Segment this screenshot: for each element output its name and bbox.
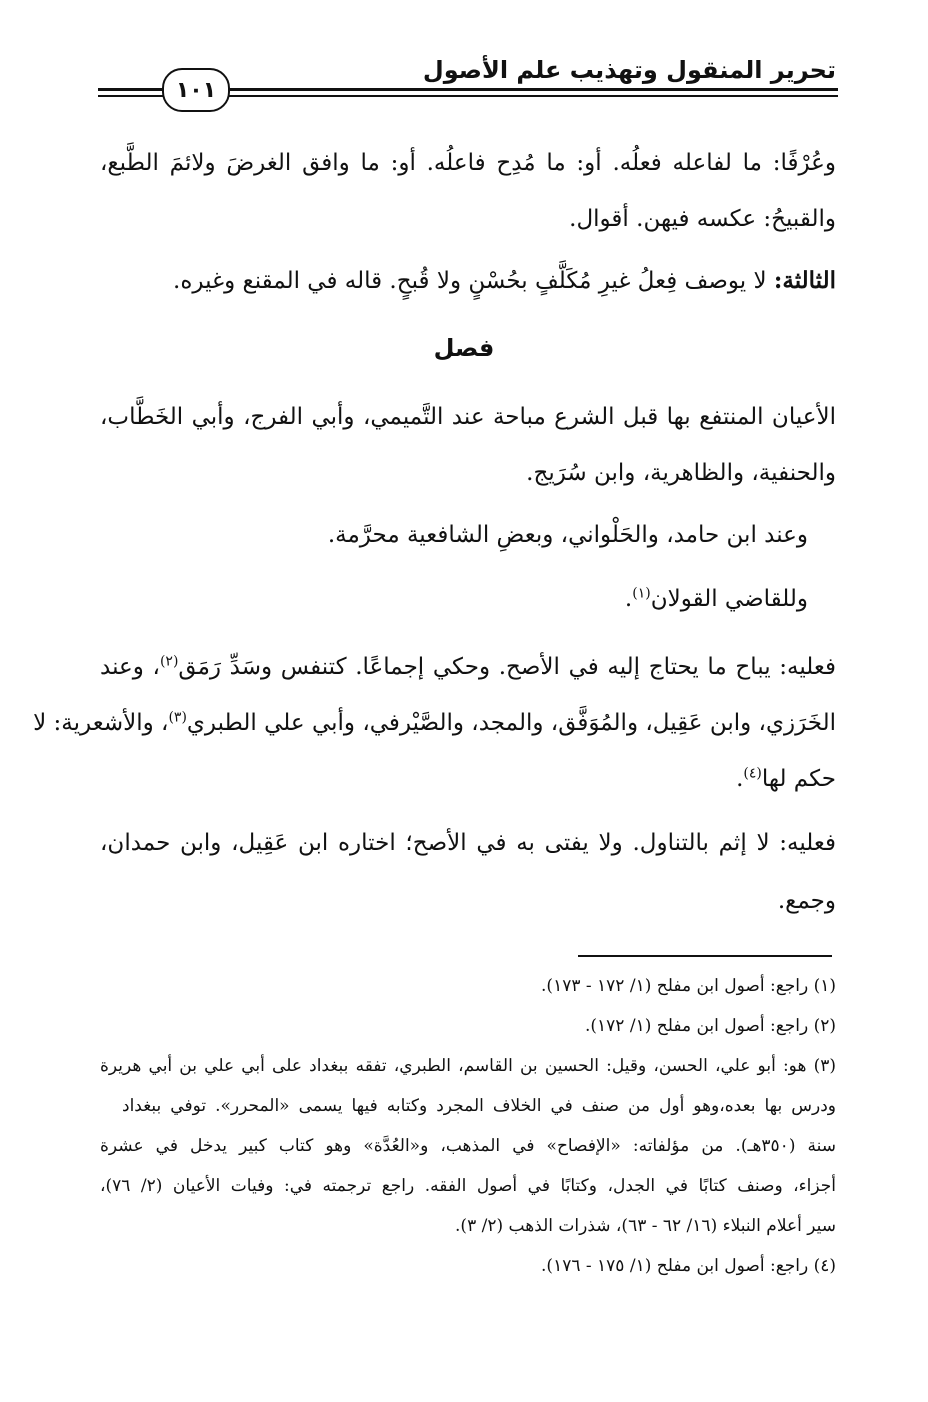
footnote-ref-2[interactable]: (٢) xyxy=(159,653,179,670)
paragraph-7-line-2: وجمع. xyxy=(777,888,836,914)
paragraph-3-line-2: والحنفية، والظاهرية، وابن سُرَيج. xyxy=(526,460,836,486)
paragraph-6-line-1 xyxy=(100,652,836,682)
paragraph-1-line-2: والقبيحُ: عكسه فيهن. أقوال. xyxy=(569,206,836,232)
page-number-badge xyxy=(162,68,230,112)
footnote-ref-3[interactable]: (٣) xyxy=(168,709,187,726)
footnote-3-line-5: سير أعلام النبلاء (١٦/ ٦٢ - ٦٣)، شذرات الذهب (٢/ ٣). xyxy=(455,1216,836,1236)
paragraph-2 xyxy=(173,266,836,296)
paragraph-3-line-1: الأعيان المنتفع بها قبل الشرع مباحة عند التَّميمي، وأبي الفرج، وأبي الخَطَّاب، xyxy=(100,404,836,430)
paragraph-7-line-1: فعليه: لا إثم بالتناول. ولا يفتى به في الأصح؛ اختاره ابن عَقِيل، وابن حمدان، xyxy=(100,830,836,856)
footnote-1: (١) راجع: أصول ابن مفلح (١/ ١٧٢ - ١٧٣). xyxy=(541,976,836,996)
paragraph-6-line-1-b: ، وعند xyxy=(100,654,160,680)
footnote-3-line-1: (٣) هو: أبو علي، الحسن، وقيل: الحسين بن القاسم، الطبري، تفقه ببغداد على أبي علي بن أبي هريرة xyxy=(100,1056,836,1076)
paragraph-2-label: الثالثة: xyxy=(773,267,836,294)
paragraph-5-text: وللقاضي القولان xyxy=(650,586,808,612)
footnote-3-line-3: سنة (٣٥٠هـ). من مؤلفاته: «الإفصاح» في المذهب، و«العُدَّة» وهو كتاب كبير يدخل في عشرة xyxy=(100,1136,836,1156)
paragraph-1-line-1: وعُرْفًا: ما لفاعله فعلُه. أو: ما مُدِح فاعلُه. أو: ما وافق الغرضَ ولائمَ الطَّبع، xyxy=(100,150,836,176)
footnote-ref-1[interactable]: (١) xyxy=(632,585,651,602)
footnote-separator xyxy=(578,955,832,957)
footnote-ref-4[interactable]: (٤) xyxy=(743,765,762,782)
paragraph-6-line-1-a: فعليه: يباح ما يحتاج إليه في الأصح. وحكي إجماعًا. كتنفس وسَدِّ رَمَق xyxy=(178,654,837,680)
paragraph-5 xyxy=(625,584,808,614)
paragraph-6-line-3-b: . xyxy=(736,766,744,792)
paragraph-6-line-3 xyxy=(736,764,836,794)
footnote-2: (٢) راجع: أصول ابن مفلح (١/ ١٧٢). xyxy=(584,1016,836,1036)
paragraph-6-line-2 xyxy=(33,708,836,738)
paragraph-4: وعند ابن حامد، والحَلْواني، وبعضِ الشافعية محرَّمة. xyxy=(327,522,808,548)
footnote-3-line-2: ودرس بها بعده،وهو أول من صنف في الخلاف المجرد وكتابه فيها يسمى «المحرر». توفي ببغداد xyxy=(122,1096,836,1116)
section-heading: فصل xyxy=(433,334,495,362)
paragraph-6-line-2-b: ، والأشعرية: لا xyxy=(33,710,169,736)
paragraph-5-end: . xyxy=(624,586,633,612)
page-number: ١٠١ xyxy=(175,77,217,103)
running-header-title: تحرير المنقول وتهذيب علم الأصول xyxy=(422,56,836,84)
paragraph-6-line-3-a: حكم لها xyxy=(761,766,836,792)
footnote-3-line-4: أجزاء، وصنف كتابًا في الجدل، وكتابًا في أصول الفقه. راجع ترجمته في: وفيات الأعيان (٢/ ٧٦)، xyxy=(100,1176,836,1196)
paragraph-2-text: لا يوصف فِعلُ غيرِ مُكَلَّفٍ بحُسْنٍ ولا قُبحٍ. قاله في المقنع وغيره. xyxy=(173,268,774,294)
footnote-4: (٤) راجع: أصول ابن مفلح (١/ ١٧٥ - ١٧٦). xyxy=(541,1256,836,1276)
paragraph-6-line-2-a: الخَرَزي، وابن عَقِيل، والمُوَفَّق، والمجد، والصَّيْرفي، وأبي علي الطبري xyxy=(186,710,836,736)
